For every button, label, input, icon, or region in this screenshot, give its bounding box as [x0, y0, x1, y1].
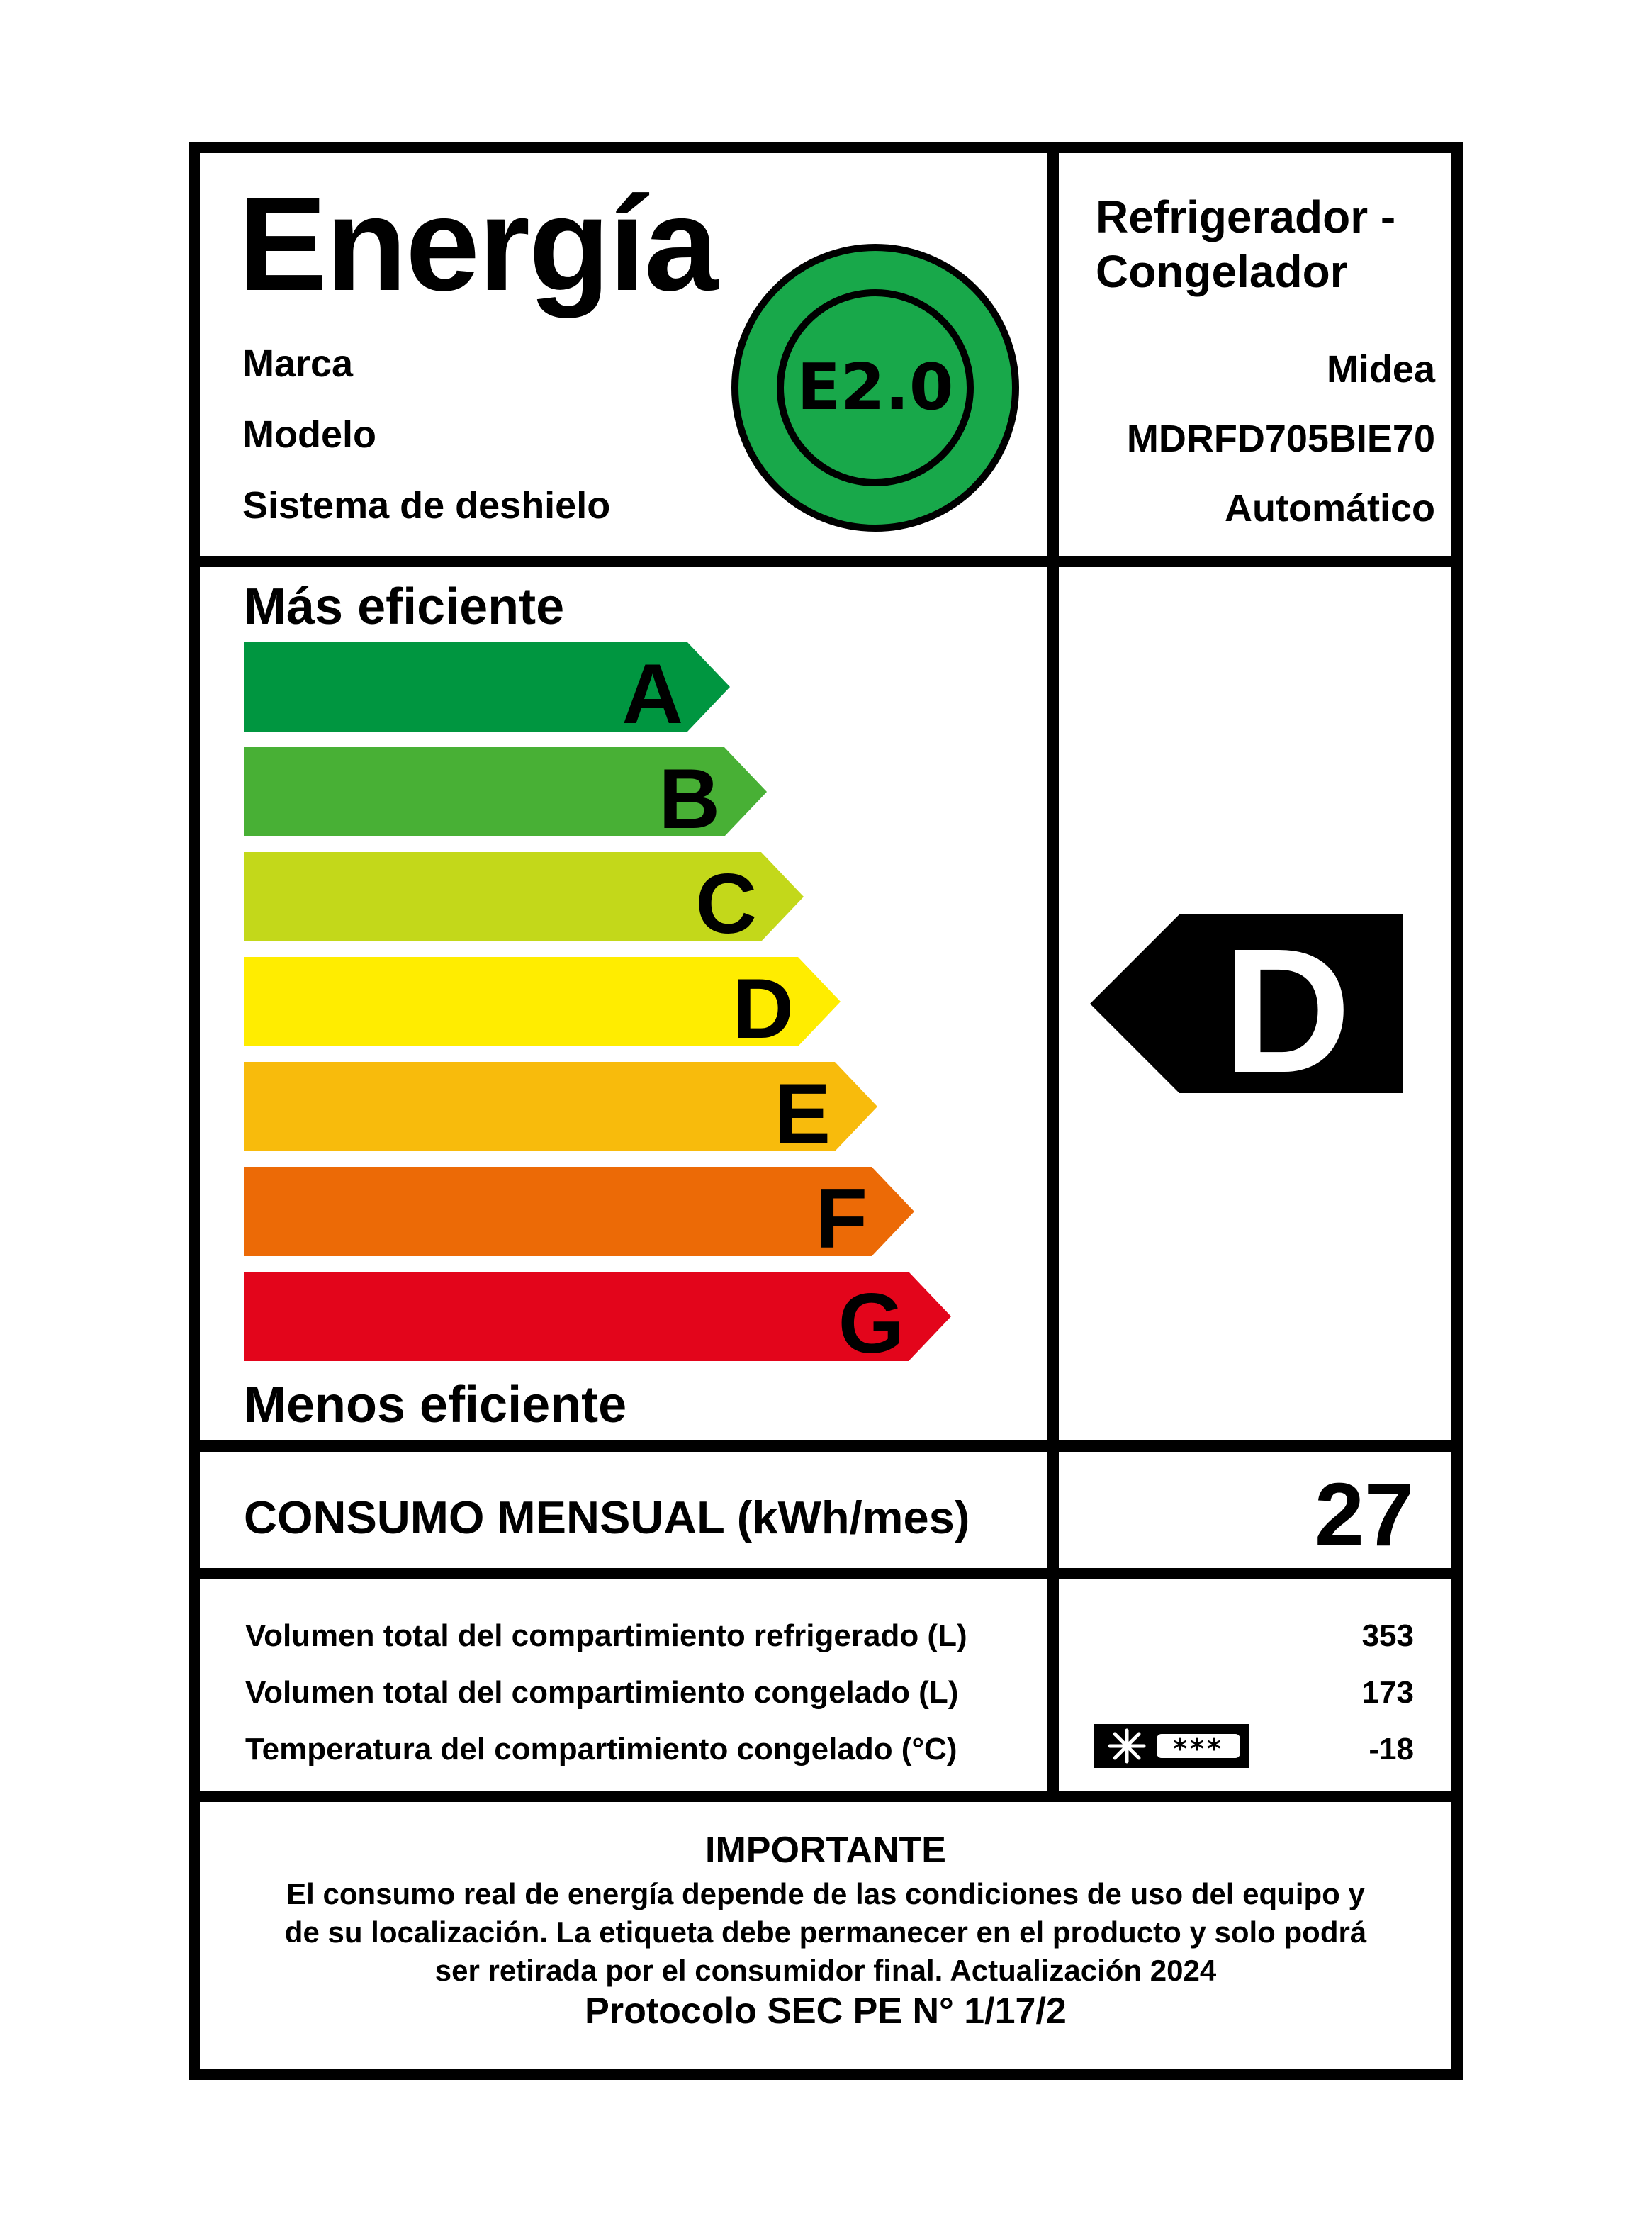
volume-value-refrigerated: 353 [1361, 1618, 1414, 1653]
protocol-text: Protocolo SEC PE N° 1/17/2 [585, 1991, 1067, 2032]
most-efficient-label: Más eficiente [244, 578, 565, 635]
field-value-brand: Midea [1326, 348, 1435, 391]
divider-header [189, 556, 1463, 567]
efficiency-letter-e: E [773, 1066, 831, 1161]
freezer-stars: *** [1173, 1733, 1224, 1764]
efficiency-class-e [244, 1062, 877, 1161]
frame-border-right [1451, 142, 1463, 2080]
volume-label-refrigerated: Volumen total del compartimiento refrigerado (L) [245, 1618, 967, 1653]
divider-scale [189, 1440, 1463, 1452]
field-value-defrost: Automático [1225, 487, 1435, 530]
appliance-category [1096, 190, 1395, 299]
efficiency-seal [730, 242, 1021, 533]
divider-volumes [189, 1791, 1463, 1802]
efficiency-class-c [244, 852, 804, 951]
least-efficient-label: Menos eficiente [244, 1377, 627, 1433]
important-line-3: ser retirada por el consumidor final. Actualización 2024 [434, 1954, 1217, 1988]
important-body [198, 1875, 1453, 1990]
important-line-2: de su localización. La etiqueta debe permanecer en el producto y solo podrá [284, 1915, 1367, 1949]
consumption-label: CONSUMO MENSUAL (kWh/mes) [244, 1492, 970, 1543]
volume-label-frozen: Volumen total del compartimiento congelado (L) [245, 1675, 959, 1710]
field-label-brand: Marca [242, 342, 354, 385]
efficiency-letter-a: A [622, 647, 683, 741]
temperature-value-frozen: -18 [1369, 1732, 1414, 1767]
important-notice [198, 1830, 1453, 2032]
efficiency-class-f [244, 1167, 914, 1266]
efficiency-letter-g: G [838, 1276, 904, 1371]
consumption-value: 27 [1314, 1465, 1414, 1565]
efficiency-class-d [244, 957, 841, 1056]
field-value-model: MDRFD705BIE70 [1126, 418, 1435, 460]
label-title: Energía [238, 169, 717, 318]
efficiency-letter-c: C [695, 856, 757, 951]
efficiency-class-g [244, 1272, 951, 1371]
category-line-1: Refrigerador - [1096, 191, 1396, 242]
frame-border-top [189, 142, 1463, 153]
efficiency-letter-d: D [732, 961, 794, 1056]
efficiency-class-a [244, 642, 730, 741]
field-label-defrost: Sistema de deshielo [242, 484, 611, 527]
frame-divider-vertical [1047, 142, 1059, 1802]
volume-value-frozen: 173 [1361, 1675, 1414, 1710]
efficiency-arrow-f [244, 1167, 914, 1256]
efficiency-scale-bars [244, 642, 960, 1379]
field-label-model: Modelo [242, 413, 376, 456]
rating-letter: D [1223, 914, 1352, 1099]
efficiency-letter-b: B [658, 751, 720, 846]
seal-text: E2.0 [797, 350, 954, 425]
efficiency-class-b [244, 747, 767, 846]
freezer-star-rating-icon [1094, 1724, 1249, 1768]
important-line-1: El consumo real de energía depende de las condiciones de uso del equipo y [286, 1877, 1365, 1911]
temperature-label-frozen: Temperatura del compartimiento congelado (°C) [245, 1732, 957, 1767]
divider-consumption [189, 1568, 1463, 1579]
important-heading: IMPORTANTE [705, 1830, 946, 1871]
frame-border-bottom [189, 2069, 1463, 2080]
efficiency-letter-f: F [815, 1171, 867, 1266]
category-line-2: Congelador [1096, 245, 1348, 297]
rating-indicator [1090, 914, 1403, 1099]
frame-border-left [189, 142, 200, 2080]
